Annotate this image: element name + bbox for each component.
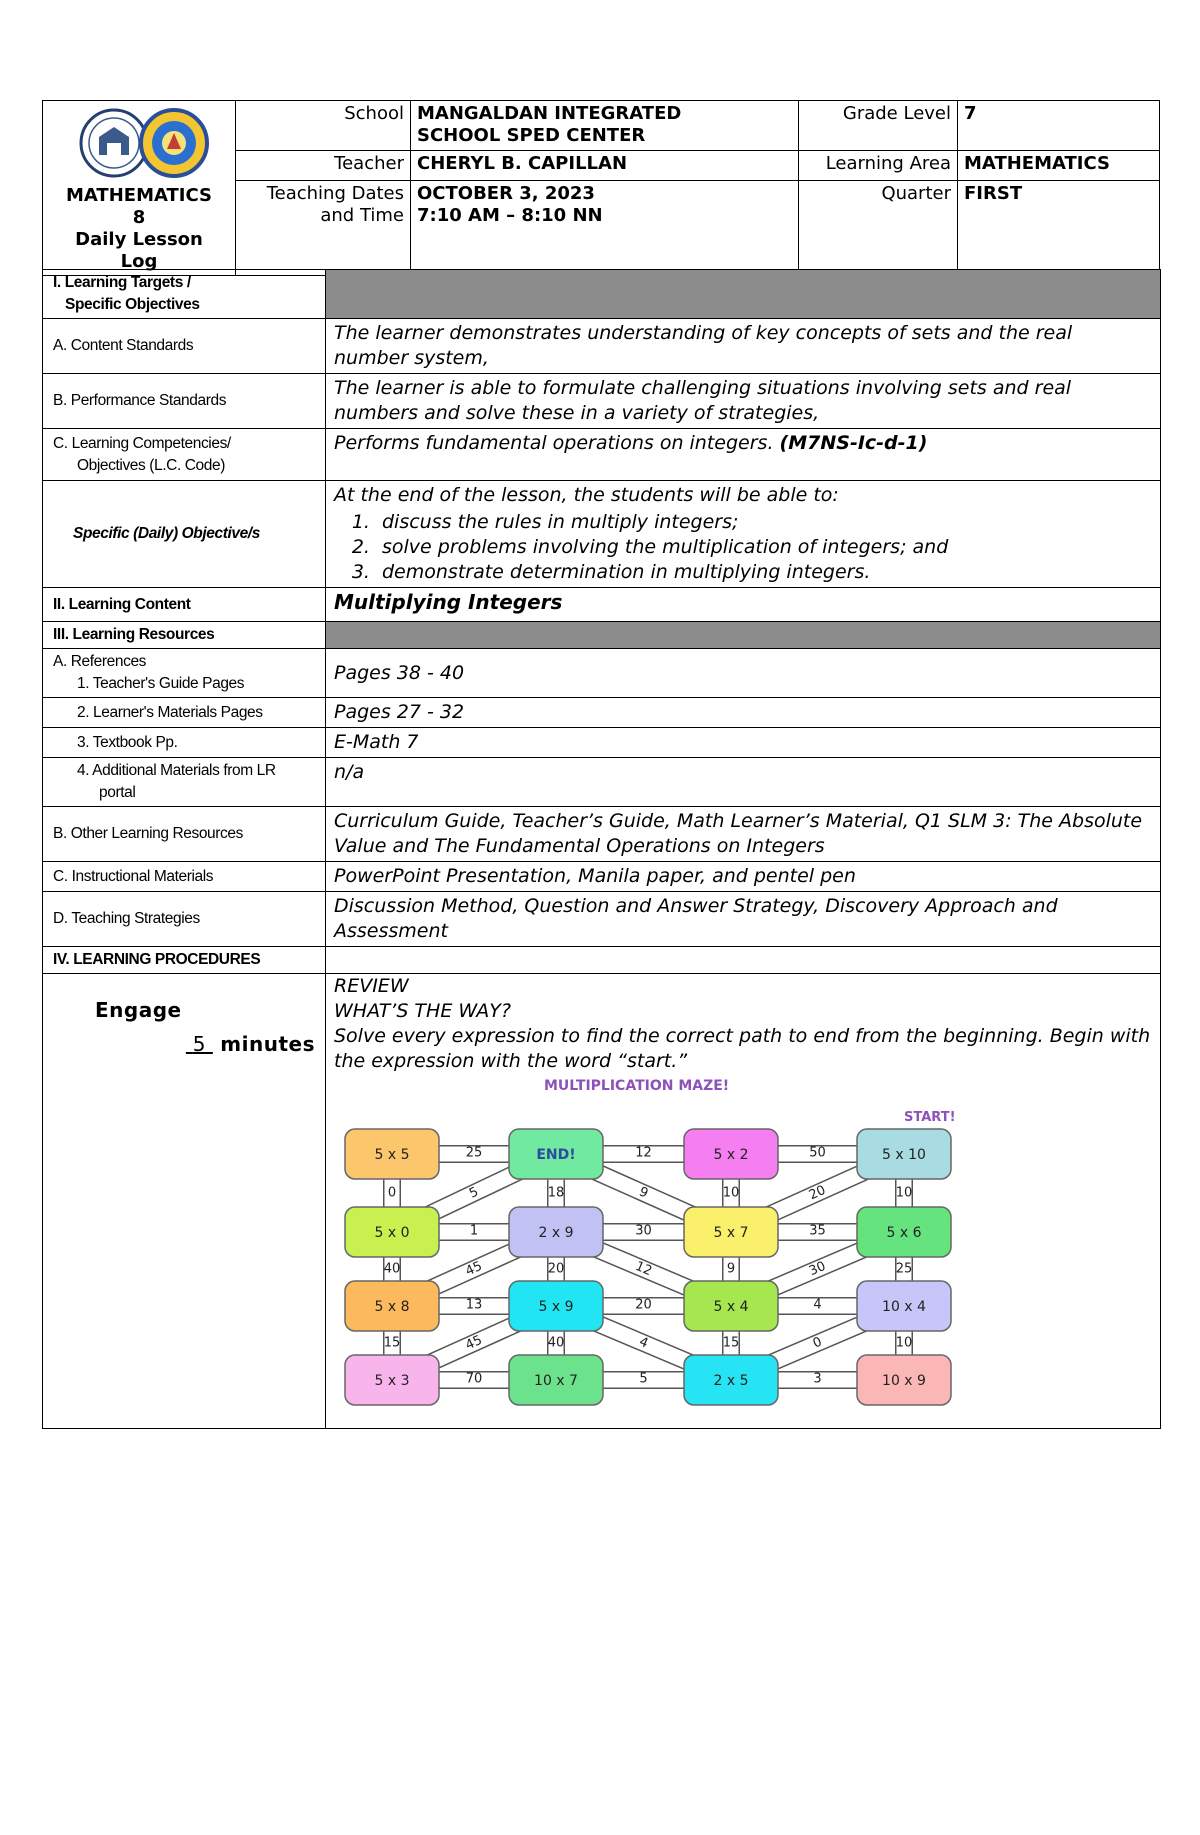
maze-label-v: 9 (726, 1261, 736, 1277)
spec-value-cell: At the end of the lesson, the students will be able to: 1. discuss the rules in multiply integers; 2. solve problems involving the multiplication of integers; and 3. demonstrate determination in multiplying integers. (326, 481, 1161, 588)
maze-label-v: 10 (895, 1335, 913, 1351)
school-label-cell: School (236, 101, 411, 151)
proc-label-cell: IV. LEARNING PROCEDURES (43, 947, 326, 974)
maze-node-label: 2 x 5 (713, 1373, 749, 1389)
maze-label-diag: 45 (463, 1332, 485, 1354)
maze-label-h: 30 (635, 1223, 652, 1239)
tb-label-cell: 3. Textbook Pp. (43, 728, 326, 758)
maze-node-label: 5 x 9 (538, 1299, 574, 1315)
maze-label-diag: 4 (636, 1334, 651, 1352)
maze-node-label: 5 x 10 (882, 1147, 926, 1163)
maze-label-v: 10 (722, 1185, 740, 1201)
engage-label-cell (43, 974, 326, 1429)
quarter-label-cell: Quarter (799, 180, 958, 275)
comp-value-cell: Performs fundamental operations on integers. (M7NS-Ic-d-1) (326, 429, 1161, 481)
content-std-value-cell: The learner demonstrates understanding of key concepts of sets and the real number system, (326, 319, 1161, 374)
maze-node-label: 2 x 9 (538, 1225, 574, 1241)
engage-label: Engage (95, 998, 182, 1022)
engage-time (53, 1032, 315, 1056)
maze-label-v: 15 (722, 1335, 740, 1351)
header-table (42, 100, 1160, 276)
maze-label-v: 10 (895, 1185, 913, 1201)
tg-value-cell: Pages 38 - 40 (326, 649, 1161, 698)
maze-label-h: 13 (465, 1297, 483, 1313)
maze-label-v: 20 (547, 1261, 565, 1277)
maze-node-label: 10 x 4 (882, 1299, 926, 1315)
maze-label-v: 18 (547, 1185, 565, 1201)
objective-item: 1. discuss the rules in multiply integers; (376, 510, 1152, 535)
lm-value-cell: Pages 27 - 32 (326, 698, 1161, 728)
lm-label-cell: 2. Learner's Materials Pages (43, 698, 326, 728)
dates-label-cell: Teaching Dates and Time (236, 180, 411, 275)
other-label-cell: B. Other Learning Resources (43, 807, 326, 862)
comp-label-cell: C. Learning Competencies/ Objectives (L.C. Code) (43, 429, 326, 481)
maze-label-v: 40 (547, 1335, 565, 1351)
targets-gray-cell (326, 270, 1161, 319)
maze-label-diag: 0 (810, 1334, 825, 1352)
add-label-cell: 4. Additional Materials from LR portal (43, 758, 326, 807)
maze-label-h: 20 (635, 1297, 652, 1313)
date-value-cell: OCTOBER 3, 2023 7:10 AM – 8:10 NN (411, 180, 799, 275)
maze-label-v: 0 (387, 1185, 397, 1201)
engage-unit: minutes (220, 1032, 315, 1056)
teacher-label-cell: Teacher (236, 151, 411, 181)
deped-seal-icon (59, 103, 219, 183)
objective-item: 2. solve problems involving the multiplication of integers; and (376, 535, 1152, 560)
resources-gray-cell (326, 622, 1161, 649)
maze-node-label: 10 x 7 (534, 1373, 578, 1389)
resources-label-cell: III. Learning Resources (43, 622, 326, 649)
maze-label-diag: 5 (467, 1184, 481, 1202)
log-title: Daily Lesson (75, 229, 203, 250)
grade-number: 8 (132, 207, 146, 228)
maze-label-diag: 9 (636, 1184, 651, 1202)
maze-node-label: 5 x 8 (374, 1299, 410, 1315)
other-value-cell: Curriculum Guide, Teacher’s Guide, Math Learner’s Material, Q1 SLM 3: The Absolute Value and The Fundamental Operations on Integers (326, 807, 1161, 862)
maze-title: MULTIPLICATION MAZE! (544, 1078, 730, 1094)
quarter-value-cell: FIRST (958, 180, 1160, 275)
multiplication-maze (334, 1076, 994, 1428)
maze-label-diag: 20 (806, 1182, 829, 1204)
targets-label-cell: I. Learning Targets / Specific Objectives (43, 270, 326, 319)
maze-label-h: 35 (809, 1223, 826, 1239)
tb-value-cell: E-Math 7 (326, 728, 1161, 758)
content-std-label-cell: A. Content Standards (43, 319, 326, 374)
maze-label-h: 1 (469, 1223, 479, 1239)
grade-value-cell: 7 (958, 101, 1160, 151)
refs-label-cell: A. References 1. Teacher's Guide Pages (43, 649, 326, 698)
maze-label-h: 50 (809, 1145, 826, 1161)
spec-label-cell: Specific (Daily) Objective/s (43, 481, 326, 588)
maze-label-v: 25 (895, 1261, 913, 1277)
strat-label-cell: D. Teaching Strategies (43, 892, 326, 947)
perf-std-label-cell: B. Performance Standards (43, 374, 326, 429)
header-logo-cell (43, 101, 236, 276)
log-title-2: Log (120, 251, 158, 272)
maze-node-label: 5 x 2 (713, 1147, 749, 1163)
area-label-cell: Learning Area (799, 151, 958, 181)
maze-node-label: 5 x 7 (713, 1225, 749, 1241)
engage-content-cell (326, 974, 1161, 1429)
engage-minutes: 5 (192, 1032, 206, 1056)
subject-title: MATHEMATICS (65, 185, 212, 206)
school-value-cell: MANGALDAN INTEGRATED SCHOOL SPED CENTER (411, 101, 799, 151)
maze-node-label: 10 x 9 (882, 1373, 926, 1389)
content-value-cell: Multiplying Integers (326, 588, 1161, 622)
maze-label-h: 5 (639, 1371, 648, 1387)
objective-item: 3. demonstrate determination in multiplying integers. (376, 560, 1152, 585)
maze-node-label: 5 x 5 (374, 1147, 410, 1163)
review-title: REVIEW (334, 975, 409, 997)
maze-label-h: 3 (813, 1371, 822, 1387)
maze-node-label: 5 x 3 (374, 1373, 410, 1389)
content-label-cell: II. Learning Content (43, 588, 326, 622)
instr-value-cell: PowerPoint Presentation, Manila paper, and pentel pen (326, 862, 1161, 892)
instr-label-cell: C. Instructional Materials (43, 862, 326, 892)
maze-label-h: 70 (465, 1371, 483, 1387)
objectives-list (334, 510, 1152, 585)
maze-node-label: 5 x 4 (713, 1299, 749, 1315)
maze-label-diag: 30 (806, 1258, 829, 1280)
review-subtitle: WHAT’S THE WAY? (334, 1000, 511, 1022)
maze-label-diag: 45 (463, 1258, 485, 1280)
strat-value-cell: Discussion Method, Question and Answer Strategy, Discovery Approach and Assessment (326, 892, 1161, 947)
comp-code: (M7NS-Ic-d-1) (779, 432, 928, 454)
maze-label-v: 15 (383, 1335, 401, 1351)
maze-node-label: 5 x 6 (886, 1225, 922, 1241)
maze-node-label: END! (536, 1147, 576, 1163)
add-value-cell: n/a (326, 758, 1161, 807)
lesson-table (42, 269, 1161, 1429)
area-value-cell: MATHEMATICS (958, 151, 1160, 181)
maze-label-diag: 12 (632, 1258, 655, 1280)
grade-label-cell: Grade Level (799, 101, 958, 151)
maze-label-v: 40 (383, 1261, 401, 1277)
review-text: Solve every expression to find the correct path to end from the beginning. Begin with the expression with the word “start.” (334, 1025, 1151, 1072)
maze-label-h: 25 (465, 1145, 483, 1161)
maze-label-h: 4 (813, 1297, 822, 1313)
maze-node-label: 5 x 0 (374, 1225, 410, 1241)
teacher-value-cell: CHERYL B. CAPILLAN (411, 151, 799, 181)
perf-std-value-cell: The learner is able to formulate challenging situations involving sets and real numbers and solve these in a variety of strategies, (326, 374, 1161, 429)
proc-empty-cell (326, 947, 1161, 974)
maze-start-label: START! (904, 1110, 956, 1125)
maze-label-h: 12 (635, 1145, 652, 1161)
